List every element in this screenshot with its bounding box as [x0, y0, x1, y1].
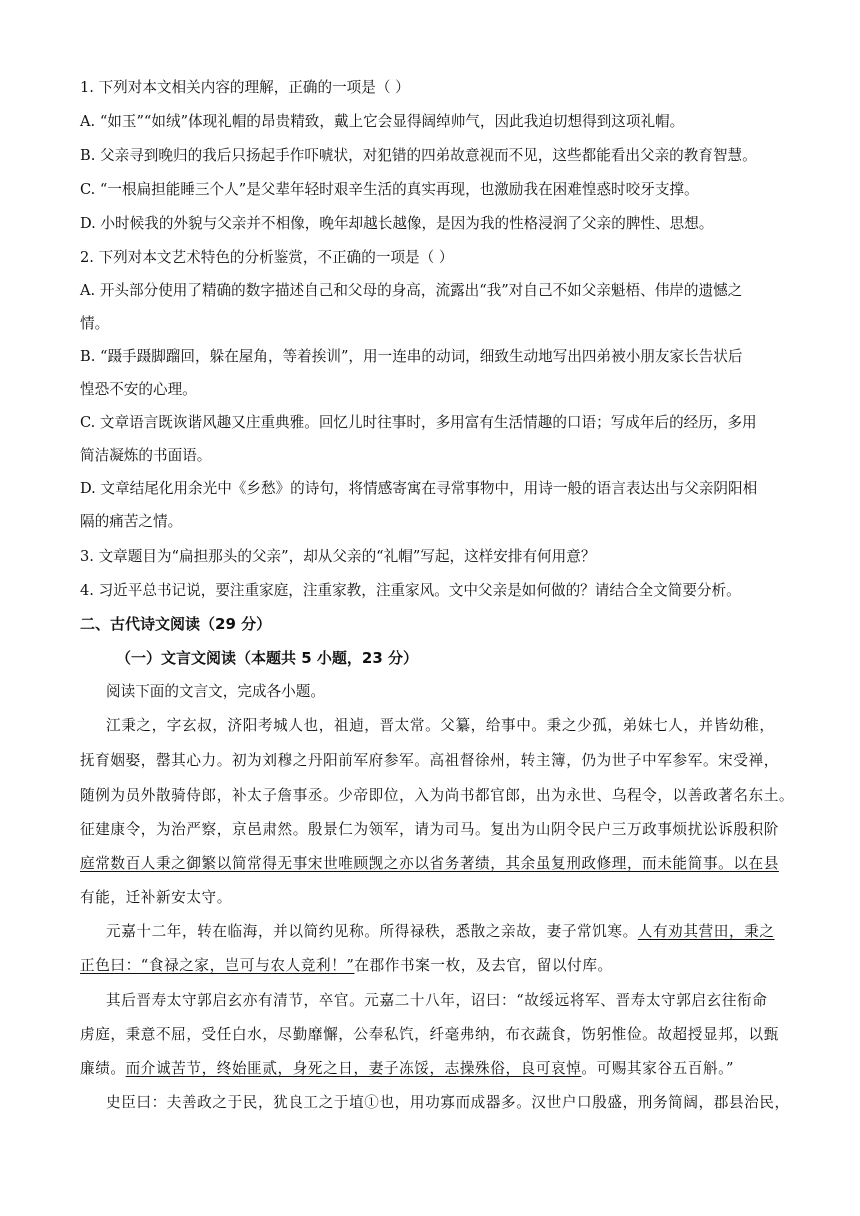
- reading-instruction: 阅读下面的文言文，完成各小题。: [106, 683, 325, 700]
- passage-line: 史臣曰：夫善政之于民，犹良工之于埴①也，用功寡而成器多。汉世户口殷盛，刑务简阔，郡县治民，: [106, 1094, 790, 1111]
- passage-line: 其后晋寿太守郭启玄亦有清节，卒官。元嘉二十八年，诏曰：“故绥远将军、晋寿太守郭启玄往衔命: [106, 992, 768, 1009]
- passage-line: 征建康令，为治严察，京邑肃然。殷景仁为领军，请为司马。复出为山阴令民户三万政事烦扰讼诉殷积阶: [80, 821, 779, 838]
- passage-line: [80, 1059, 786, 1079]
- question-3: 3. 文章题目为“扁担那头的父亲”，却从父亲的“礼帽”写起，这样安排有何用意？: [80, 548, 596, 565]
- passage-text: 廉绩。: [80, 1060, 126, 1077]
- passage-line: 虏庭，秉意不屈，受任白水，尽勤靡懈，公奉私饩，纤毫弗纳，布衣蔬食，饬躬惟俭。故超授显邦，以甄: [80, 1026, 779, 1043]
- passage-text: 。可赐其家谷五百斛。”: [581, 1060, 735, 1077]
- passage-line-underlined: 庭常数百人秉之御繁以简常得无事宋世唯顾觊之亦以省务著绩，其余虽复刑政修理，而未能简事。以在县: [80, 855, 779, 872]
- underlined-sentence: 而介诚苦节，终始匪贰，身死之日，妻子冻馁，志操殊俗，良可哀悼: [125, 1060, 582, 1077]
- passage-line: 抚育姻娶，罄其心力。初为刘穆之丹阳前军府参军。高祖督徐州，转主簿，仍为世子中军参军。宋受禅，: [80, 752, 779, 769]
- passage-line: [80, 956, 786, 976]
- question-2-option-c: C. 文章语言既诙谐风趣又庄重典雅。回忆儿时往事时，多用富有生活情趣的口语；写成年后的经历，多用: [80, 414, 757, 431]
- passage-line: 江秉之，字玄叔，济阳考城人也，祖逌，晋太常。父纂，给事中。秉之少孤，弟妹七人，并皆幼稚，: [106, 717, 775, 734]
- question-2-option-a: A. 开头部分使用了精确的数字描述自己和父母的身高，流露出“我”对自己不如父亲魁梧、伟岸的遗憾之: [80, 282, 743, 299]
- underlined-sentence: 人有劝其营田，秉之: [637, 923, 775, 940]
- passage-line: 随例为员外散骑侍郎，补太子詹事丞。少帝即位，入为尚书都官郎，出为永世、乌程令，以善政著名东土。: [80, 787, 795, 804]
- subsection-heading: （一）文言文阅读（本题共 5 小题，23 分）: [116, 649, 418, 667]
- section-heading: 二、古代诗文阅读（29 分）: [80, 615, 272, 633]
- question-1-stem: 1. 下列对本文相关内容的理解，正确的一项是（ ）: [80, 79, 410, 96]
- question-4: 4. 习近平总书记说，要注重家庭，注重家教，注重家风。文中父亲是如何做的？请结合全文简要分析。: [80, 582, 741, 599]
- question-2-option-d-cont: 隔的痛苦之情。: [80, 513, 183, 530]
- passage-text: 元嘉十二年，转在临海，并以简约见称。所得禄秩，悉散之亲故，妻子常饥寒。: [106, 923, 638, 940]
- question-2-option-b-cont: 惶恐不安的心理。: [80, 381, 197, 398]
- underlined-sentence: 正色曰：“食禄之家，岂可与农人竞利！”: [80, 957, 355, 974]
- question-2-option-c-cont: 简洁凝炼的书面语。: [80, 447, 212, 464]
- passage-line: [106, 922, 786, 942]
- question-1-option-a: A. “如玉”“如绒”体现礼帽的昂贵精致，戴上它会显得阔绰帅气，因此我迫切想得到这项礼帽。: [80, 113, 685, 130]
- question-2-stem: 2. 下列对本文艺术特色的分析鉴赏，不正确的一项是（ ）: [80, 249, 454, 266]
- passage-line: 有能，迁补新安太守。: [80, 889, 232, 906]
- question-2-option-b: B. “蹑手蹑脚蹓回，躲在屋角，等着挨训”，用一连串的动词，细致生动地写出四弟被小朋友家长告状后: [80, 348, 743, 365]
- question-1-option-b: B. 父亲寻到晚归的我后只扬起手作吓唬状，对犯错的四弟故意视而不见，这些都能看出父亲的教育智慧。: [80, 147, 757, 164]
- question-2-option-d: D. 文章结尾化用余光中《乡愁》的诗句，将情感寄寓在寻常事物中，用诗一般的语言表达出与父亲阴阳相: [80, 480, 758, 497]
- question-1-option-c: C. “一根扁担能睡三个人”是父辈年轻时艰辛生活的真实再现，也激励我在困难惶惑时咬牙支撑。: [80, 181, 699, 198]
- question-1-option-d: D. 小时候我的外貌与父亲并不相像，晚年却越长越像，是因为我的性格浸润了父亲的脾性、思想。: [80, 215, 714, 232]
- passage-text: 在郡作书案一枚，及去官，留以付库。: [354, 957, 613, 974]
- question-2-option-a-cont: 情。: [80, 315, 110, 332]
